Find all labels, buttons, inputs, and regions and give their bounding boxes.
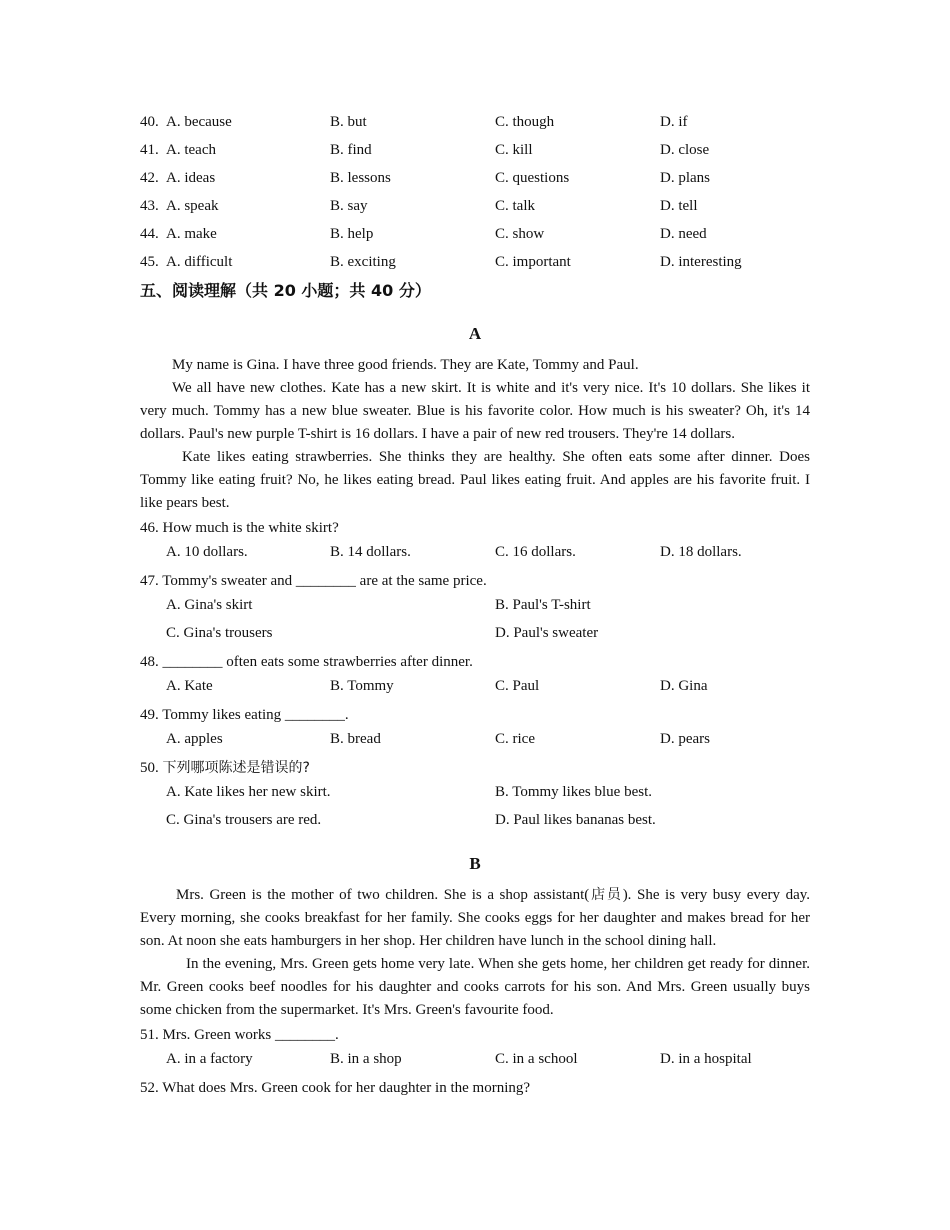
option-a: A. because xyxy=(166,114,232,130)
question-number: 40. xyxy=(140,114,159,130)
question-text-chinese: 下列哪项陈述是错误的? xyxy=(162,760,310,776)
cloze-row-45 xyxy=(140,250,810,278)
option-d: D. need xyxy=(660,226,707,242)
option-b: B. exciting xyxy=(330,254,396,270)
question-52-stem: 52. What does Mrs. Green cook for her daughter in the morning? xyxy=(140,1080,531,1096)
option-b: B. Tommy likes blue best. xyxy=(495,784,653,800)
question-47-options-row-2 xyxy=(140,621,810,649)
exam-page xyxy=(140,110,810,1100)
question-46-stem: 46. How much is the white skirt? xyxy=(140,520,339,536)
cloze-options xyxy=(140,110,810,278)
question-49-stem: 49. Tommy likes eating ________. xyxy=(140,707,349,723)
question-number: 45. xyxy=(140,254,159,270)
option-d: D. Paul's sweater xyxy=(495,625,599,641)
option-d: D. interesting xyxy=(660,254,742,270)
option-d: D. close xyxy=(660,142,710,158)
passage-a-paragraph-3: Kate likes eating strawberries. She thinks they are healthy. She often eats some after dinner. Does Tommy like eating fruit? No, he likes eating bread. Paul likes eating fruit. And apples are his favorite fruit. I like pears best. xyxy=(140,449,810,511)
option-c: C. important xyxy=(495,254,571,270)
passage-a-paragraph-1: My name is Gina. I have three good friends. They are Kate, Tommy and Paul. xyxy=(172,357,639,373)
option-d: D. in a hospital xyxy=(660,1051,752,1067)
option-a: A. make xyxy=(166,226,217,242)
option-a: A. teach xyxy=(166,142,216,158)
option-c: C. rice xyxy=(495,731,535,747)
option-a: A. apples xyxy=(166,731,223,747)
question-48-stem: 48. ________ often eats some strawberries after dinner. xyxy=(140,654,473,670)
option-b: B. bread xyxy=(330,731,381,747)
option-c: C. kill xyxy=(495,142,533,158)
cloze-row-43 xyxy=(140,194,810,222)
question-number: 44. xyxy=(140,226,159,242)
option-a: A. Gina's skirt xyxy=(166,597,253,613)
question-number: 50. xyxy=(140,760,159,776)
option-c: C. Gina's trousers are red. xyxy=(166,812,322,828)
option-a: A. Kate xyxy=(166,678,213,694)
option-b: B. but xyxy=(330,114,367,130)
paragraph-text: ). She is very busy every day. Every morning, she cooks breakfast for her family. She cooks eggs for her daughter and makes bread for her son. At noon she eats hamburgers in her shop. Her children have lunch in the school dining hall. xyxy=(140,887,811,949)
question-50-options-row-2 xyxy=(140,808,810,836)
passage-b-title: B xyxy=(469,854,481,873)
question-46-options xyxy=(140,540,810,568)
option-b: B. say xyxy=(330,198,368,214)
option-b: B. in a shop xyxy=(330,1051,402,1067)
question-47-stem: 47. Tommy's sweater and ________ are at the same price. xyxy=(140,573,487,589)
option-c: C. talk xyxy=(495,198,535,214)
option-c: C. Paul xyxy=(495,678,540,694)
option-a: A. Kate likes her new skirt. xyxy=(166,784,331,800)
option-b: B. Paul's T-shirt xyxy=(495,597,591,613)
option-d: D. if xyxy=(660,114,688,130)
paragraph-text: Mrs. Green is the mother of two children. She is a shop assistant( xyxy=(176,887,590,903)
option-b: B. 14 dollars. xyxy=(330,544,411,560)
cloze-row-44 xyxy=(140,222,810,250)
cloze-row-42 xyxy=(140,166,810,194)
option-d: D. 18 dollars. xyxy=(660,544,742,560)
question-number: 42. xyxy=(140,170,159,186)
option-b: B. help xyxy=(330,226,374,242)
question-number: 43. xyxy=(140,198,159,214)
question-50-stem xyxy=(140,757,810,780)
cloze-row-41 xyxy=(140,138,810,166)
option-c: C. questions xyxy=(495,170,570,186)
option-d: D. Paul likes bananas best. xyxy=(495,812,656,828)
option-c: C. though xyxy=(495,114,555,130)
question-number: 41. xyxy=(140,142,159,158)
option-b: B. Tommy xyxy=(330,678,394,694)
question-47-options-row-1 xyxy=(140,593,810,621)
option-c: C. show xyxy=(495,226,545,242)
option-b: B. lessons xyxy=(330,170,391,186)
chinese-gloss: 店员 xyxy=(589,887,623,903)
section-heading: 五、阅读理解（共 20 小题；共 40 分） xyxy=(140,281,431,300)
passage-b-paragraph-1 xyxy=(140,884,810,953)
question-50-options-row-1 xyxy=(140,780,810,808)
question-49-options xyxy=(140,727,810,755)
option-b: B. find xyxy=(330,142,372,158)
question-51-options xyxy=(140,1047,810,1075)
passage-a-paragraph-2: We all have new clothes. Kate has a new skirt. It is white and it's very nice. It's 10 dollars. She likes it very much. Tommy has a new blue sweater. Blue is his favorite color. How much is his sweater? Oh, it's 14 dollars. Paul's new purple T-shirt is 16 dollars. I have a pair of new red trousers. They're 14 dollars. xyxy=(140,380,810,442)
option-d: D. pears xyxy=(660,731,710,747)
option-a: A. in a factory xyxy=(166,1051,253,1067)
option-c: C. in a school xyxy=(495,1051,578,1067)
passage-a-title: A xyxy=(468,324,482,343)
option-a: A. 10 dollars. xyxy=(166,544,248,560)
question-48-options xyxy=(140,674,810,702)
option-c: C. 16 dollars. xyxy=(495,544,576,560)
option-d: D. Gina xyxy=(660,678,708,694)
option-a: A. speak xyxy=(166,198,219,214)
option-d: D. plans xyxy=(660,170,710,186)
option-a: A. difficult xyxy=(166,254,233,270)
option-d: D. tell xyxy=(660,198,698,214)
passage-b-paragraph-2: In the evening, Mrs. Green gets home very late. When she gets home, her children get ready for dinner. Mr. Green cooks beef noodles for his daughter and cooks carrots for his son. And Mrs. Green usually buys some chicken from the supermarket. It's Mrs. Green's favourite food. xyxy=(140,956,810,1018)
option-a: A. ideas xyxy=(166,170,216,186)
question-51-stem: 51. Mrs. Green works ________. xyxy=(140,1027,339,1043)
option-c: C. Gina's trousers xyxy=(166,625,273,641)
cloze-row-40 xyxy=(140,110,810,138)
